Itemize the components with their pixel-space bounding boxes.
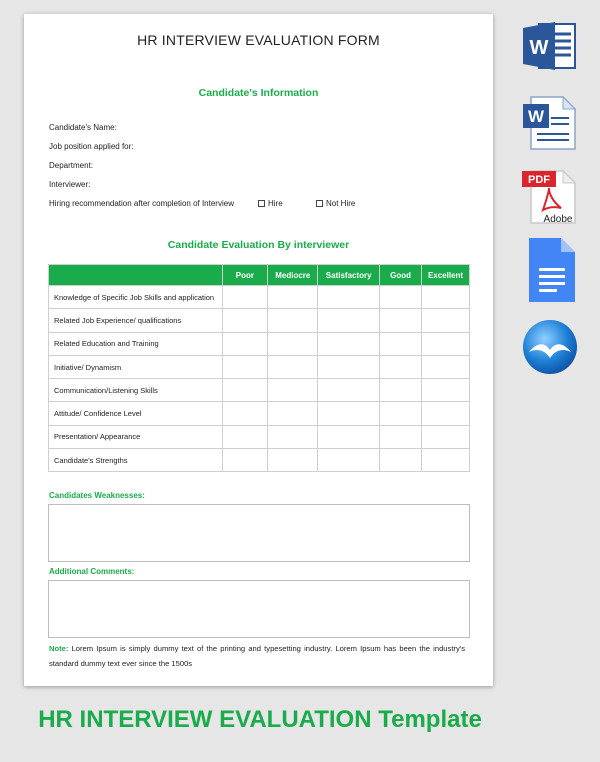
adobe-label: Adobe: [543, 214, 573, 225]
hire-label: Hire: [268, 199, 283, 208]
word-doc-download-icon[interactable]: [521, 94, 579, 157]
rating-cell[interactable]: [268, 449, 318, 472]
rating-cell[interactable]: [318, 449, 380, 472]
rating-cell[interactable]: [422, 425, 470, 448]
evaluation-table: [48, 264, 470, 472]
openoffice-download-icon[interactable]: [521, 318, 579, 381]
rating-cell[interactable]: [268, 425, 318, 448]
table-row: [49, 309, 470, 332]
hire-checkbox[interactable]: [258, 200, 265, 207]
rating-cell[interactable]: [222, 402, 268, 425]
rating-cell[interactable]: [318, 425, 380, 448]
rating-cell[interactable]: [380, 402, 422, 425]
rating-cell[interactable]: [422, 286, 470, 309]
rating-cell[interactable]: [318, 355, 380, 378]
note-text: Lorem Ipsum is simply dummy text of the printing and typesetting industry. Lorem Ipsum has been the industry's standard dummy text ever since the 1500s: [49, 644, 465, 668]
rating-cell[interactable]: [380, 355, 422, 378]
weaknesses-label: Candidates Weaknesses:: [49, 491, 145, 500]
job-position-field: Job position applied for:: [49, 142, 134, 151]
weaknesses-textbox[interactable]: [48, 504, 470, 562]
rating-cell[interactable]: [268, 402, 318, 425]
rating-cell[interactable]: [268, 355, 318, 378]
hire-option[interactable]: [258, 199, 283, 208]
satisfactory-header: Satisfactory: [318, 265, 380, 286]
excellent-header: Excellent: [422, 265, 470, 286]
recommendation-field: Hiring recommendation after completion of Interview: [49, 199, 234, 208]
rating-cell[interactable]: [222, 355, 268, 378]
word-download-icon[interactable]: [521, 20, 579, 77]
mediocre-header: Mediocre: [268, 265, 318, 286]
form-page: [24, 14, 493, 686]
criteria-header: [49, 265, 223, 286]
table-row: [49, 425, 470, 448]
pdf-label: PDF: [528, 174, 550, 186]
table-row: [49, 332, 470, 355]
good-header: Good: [380, 265, 422, 286]
criterion-label: Communication/Listening Skills: [49, 379, 223, 402]
candidate-info-heading: Candidate's Information: [198, 87, 319, 99]
criterion-label: Attitude/ Confidence Level: [49, 402, 223, 425]
table-header-row: [49, 265, 470, 286]
table-row: [49, 379, 470, 402]
poor-header: Poor: [222, 265, 268, 286]
criterion-label: Related Job Experience/ qualifications: [49, 309, 223, 332]
template-title: HR INTERVIEW EVALUATION Template: [38, 706, 482, 733]
note-paragraph: [49, 641, 465, 671]
note-label: Note:: [49, 644, 69, 653]
rating-cell[interactable]: [268, 379, 318, 402]
evaluation-heading: Candidate Evaluation By interviewer: [167, 239, 350, 251]
table-row: [49, 449, 470, 472]
rating-cell[interactable]: [380, 379, 422, 402]
word-doc-letter: W: [527, 107, 545, 126]
rating-cell[interactable]: [222, 379, 268, 402]
rating-cell[interactable]: [222, 449, 268, 472]
rating-cell[interactable]: [422, 332, 470, 355]
rating-cell[interactable]: [380, 449, 422, 472]
criterion-label: Candidate's Strengths: [49, 449, 223, 472]
table-row: [49, 286, 470, 309]
department-field: Department:: [49, 161, 94, 170]
candidate-name-field: Candidate's Name:: [49, 123, 117, 132]
rating-cell[interactable]: [268, 309, 318, 332]
rating-cell[interactable]: [380, 332, 422, 355]
rating-cell[interactable]: [380, 425, 422, 448]
rating-cell[interactable]: [318, 286, 380, 309]
google-docs-download-icon[interactable]: [521, 236, 579, 309]
pdf-download-icon[interactable]: [521, 168, 579, 231]
criterion-label: Initiative/ Dynamism: [49, 355, 223, 378]
rating-cell[interactable]: [422, 309, 470, 332]
rating-cell[interactable]: [268, 286, 318, 309]
rating-cell[interactable]: [318, 402, 380, 425]
criterion-label: Related Education and Training: [49, 332, 223, 355]
table-row: [49, 355, 470, 378]
document-title: HR INTERVIEW EVALUATION FORM: [137, 32, 380, 48]
criterion-label: Presentation/ Appearance: [49, 425, 223, 448]
rating-cell[interactable]: [422, 379, 470, 402]
rating-cell[interactable]: [422, 355, 470, 378]
rating-cell[interactable]: [318, 379, 380, 402]
rating-cell[interactable]: [422, 402, 470, 425]
rating-cell[interactable]: [222, 425, 268, 448]
rating-cell[interactable]: [222, 309, 268, 332]
rating-cell[interactable]: [380, 286, 422, 309]
not-hire-checkbox[interactable]: [316, 200, 323, 207]
interviewer-field: Interviewer:: [49, 180, 91, 189]
comments-textbox[interactable]: [48, 580, 470, 638]
rating-cell[interactable]: [380, 309, 422, 332]
not-hire-label: Not Hire: [326, 199, 356, 208]
rating-cell[interactable]: [318, 332, 380, 355]
rating-cell[interactable]: [318, 309, 380, 332]
word-letter: W: [529, 37, 549, 59]
table-row: [49, 402, 470, 425]
rating-cell[interactable]: [222, 332, 268, 355]
criterion-label: Knowledge of Specific Job Skills and application: [49, 286, 223, 309]
comments-label: Additional Comments:: [49, 567, 135, 576]
rating-cell[interactable]: [268, 332, 318, 355]
not-hire-option[interactable]: [316, 199, 355, 208]
rating-cell[interactable]: [422, 449, 470, 472]
rating-cell[interactable]: [222, 286, 268, 309]
